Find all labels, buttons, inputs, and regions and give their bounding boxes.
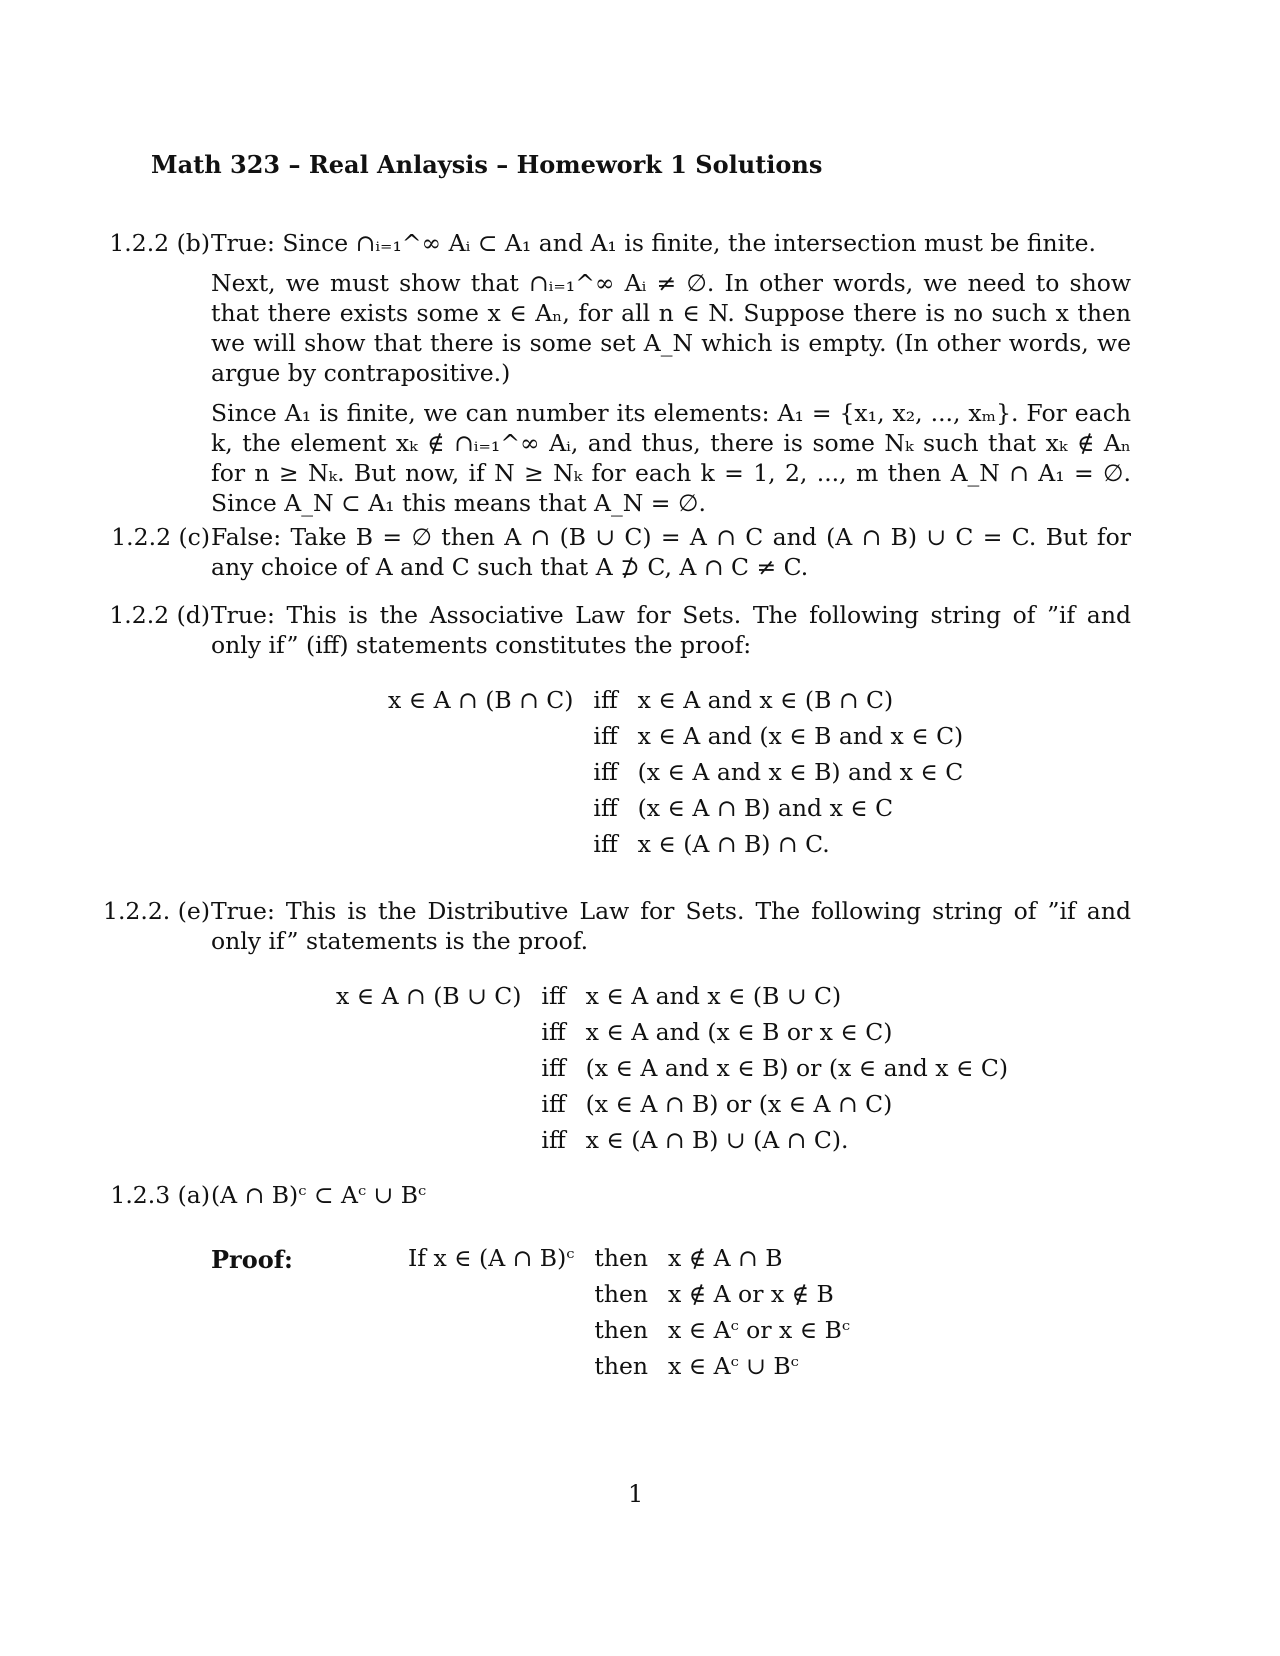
problem-label: 1.2.2 (c): [111, 523, 210, 551]
associative-derivation: [378, 682, 973, 862]
paragraph: Next, we must show that ∩ᵢ₌₁^∞ Aᵢ ≠ ∅. In other words, we need to show that there exists some x ∈ Aₙ, for all n ∈ N. Suppose there is no such x then we will show that there is some set A_N which is empty. (In other words, we argue by contrapositive.): [211, 269, 1131, 387]
derivation-row: [398, 1312, 860, 1348]
derivation-row: [326, 978, 1018, 1014]
derivation-rhs: (x ∈ A and x ∈ B) or (x ∈ and x ∈ C): [585, 1054, 1008, 1082]
derivation-op: iff: [593, 686, 618, 714]
problem-body: [211, 522, 1131, 592]
derivation-lhs: [326, 1122, 531, 1158]
derivation-row: [378, 718, 973, 754]
problem-label: 1.2.2 (b): [109, 229, 210, 257]
distributive-derivation: [326, 978, 1018, 1158]
problem-statement: (A ∩ B)ᶜ ⊂ Aᶜ ∪ Bᶜ: [211, 1181, 427, 1209]
derivation-op: iff: [593, 830, 618, 858]
derivation-op: then: [594, 1244, 649, 1272]
derivation-row: [378, 826, 973, 862]
derivation-row: [378, 754, 973, 790]
derivation-row: [326, 1122, 1018, 1158]
derivation-rhs: x ∉ A or x ∉ B: [668, 1280, 834, 1308]
derivation-rhs: (x ∈ A and x ∈ B) and x ∈ C: [637, 758, 964, 786]
problem-label: 1.2.2. (e): [103, 897, 210, 925]
derivation-lhs: If x ∈ (A ∩ B)ᶜ: [408, 1244, 575, 1272]
derivation-row: [398, 1348, 860, 1384]
proof-derivation: [398, 1240, 860, 1384]
derivation-row: [326, 1086, 1018, 1122]
derivation-op: iff: [593, 722, 618, 750]
problem-body: [211, 600, 1131, 670]
derivation-rhs: x ∈ Aᶜ or x ∈ Bᶜ: [668, 1316, 851, 1344]
paragraph: True: Since ∩ᵢ₌₁^∞ Aᵢ ⊂ A₁ and A₁ is finite, the intersection must be finite.: [211, 229, 1096, 257]
derivation-op: then: [594, 1316, 649, 1344]
derivation-rhs: (x ∈ A ∩ B) and x ∈ C: [637, 794, 894, 822]
derivation-row: [378, 682, 973, 718]
derivation-lhs: [378, 790, 583, 826]
paragraph: True: This is the Associative Law for Sets. The following string of ”if and only if” (iff) statements constitutes the proof:: [211, 601, 1131, 659]
paragraph: Since A₁ is finite, we can number its elements: A₁ = {x₁, x₂, ..., xₘ}. For each k, the element xₖ ∉ ∩ᵢ₌₁^∞ Aᵢ, and thus, there is some Nₖ such that xₖ ∉ Aₙ for n ≥ Nₖ. But now, if N ≥ Nₖ for each k = 1, 2, ..., m then A_N ∩ A₁ = ∅. Since A_N ⊂ A₁ this means that A_N = ∅.: [211, 399, 1131, 517]
derivation-rhs: x ∈ A and (x ∈ B or x ∈ C): [585, 1018, 893, 1046]
problem-label: 1.2.2 (d): [109, 601, 210, 629]
derivation-op: iff: [593, 794, 618, 822]
derivation-lhs: [326, 1014, 531, 1050]
problem-label: 1.2.3 (a): [110, 1181, 210, 1209]
derivation-lhs: [398, 1312, 584, 1348]
derivation-lhs: x ∈ A ∩ (B ∩ C): [388, 686, 574, 714]
derivation-lhs: [378, 718, 583, 754]
derivation-lhs: [398, 1276, 584, 1312]
derivation-rhs: x ∈ Aᶜ ∪ Bᶜ: [668, 1352, 799, 1380]
derivation-rhs: (x ∈ A ∩ B) or (x ∈ A ∩ C): [585, 1090, 893, 1118]
derivation-op: iff: [541, 1090, 566, 1118]
derivation-rhs: x ∈ A and x ∈ (B ∪ C): [585, 982, 842, 1010]
derivation-op: then: [594, 1352, 649, 1380]
paragraph: True: This is the Distributive Law for Sets. The following string of ”if and only if” statements is the proof.: [211, 897, 1131, 955]
derivation-row: [398, 1240, 860, 1276]
page-number: 1: [628, 1480, 644, 1508]
derivation-op: then: [594, 1280, 649, 1308]
derivation-op: iff: [541, 1054, 566, 1082]
derivation-row: [326, 1050, 1018, 1086]
derivation-rhs: x ∈ A and x ∈ (B ∩ C): [637, 686, 894, 714]
derivation-row: [326, 1014, 1018, 1050]
derivation-lhs: [398, 1348, 584, 1384]
derivation-op: iff: [541, 982, 566, 1010]
derivation-lhs: [326, 1086, 531, 1122]
derivation-lhs: [326, 1050, 531, 1086]
derivation-op: iff: [593, 758, 618, 786]
derivation-op: iff: [541, 1126, 566, 1154]
derivation-rhs: x ∈ A and (x ∈ B and x ∈ C): [637, 722, 964, 750]
derivation-lhs: [378, 754, 583, 790]
proof-label: Proof:: [211, 1245, 293, 1274]
derivation-rhs: x ∈ (A ∩ B) ∩ C.: [637, 830, 830, 858]
derivation-lhs: x ∈ A ∩ (B ∪ C): [336, 982, 522, 1010]
problem-body: [211, 896, 1131, 966]
derivation-rhs: x ∈ (A ∩ B) ∪ (A ∩ C).: [585, 1126, 849, 1154]
derivation-op: iff: [541, 1018, 566, 1046]
problem-body: [211, 228, 1131, 528]
derivation-rhs: x ∉ A ∩ B: [668, 1244, 783, 1272]
page-title: Math 323 – Real Anlaysis – Homework 1 Solutions: [151, 150, 823, 179]
derivation-row: [378, 790, 973, 826]
paragraph: False: Take B = ∅ then A ∩ (B ∪ C) = A ∩ C and (A ∩ B) ∪ C = C. But for any choice of A and C such that A ⊅ C, A ∩ C ≠ C.: [211, 523, 1131, 581]
derivation-row: [398, 1276, 860, 1312]
derivation-lhs: [378, 826, 583, 862]
